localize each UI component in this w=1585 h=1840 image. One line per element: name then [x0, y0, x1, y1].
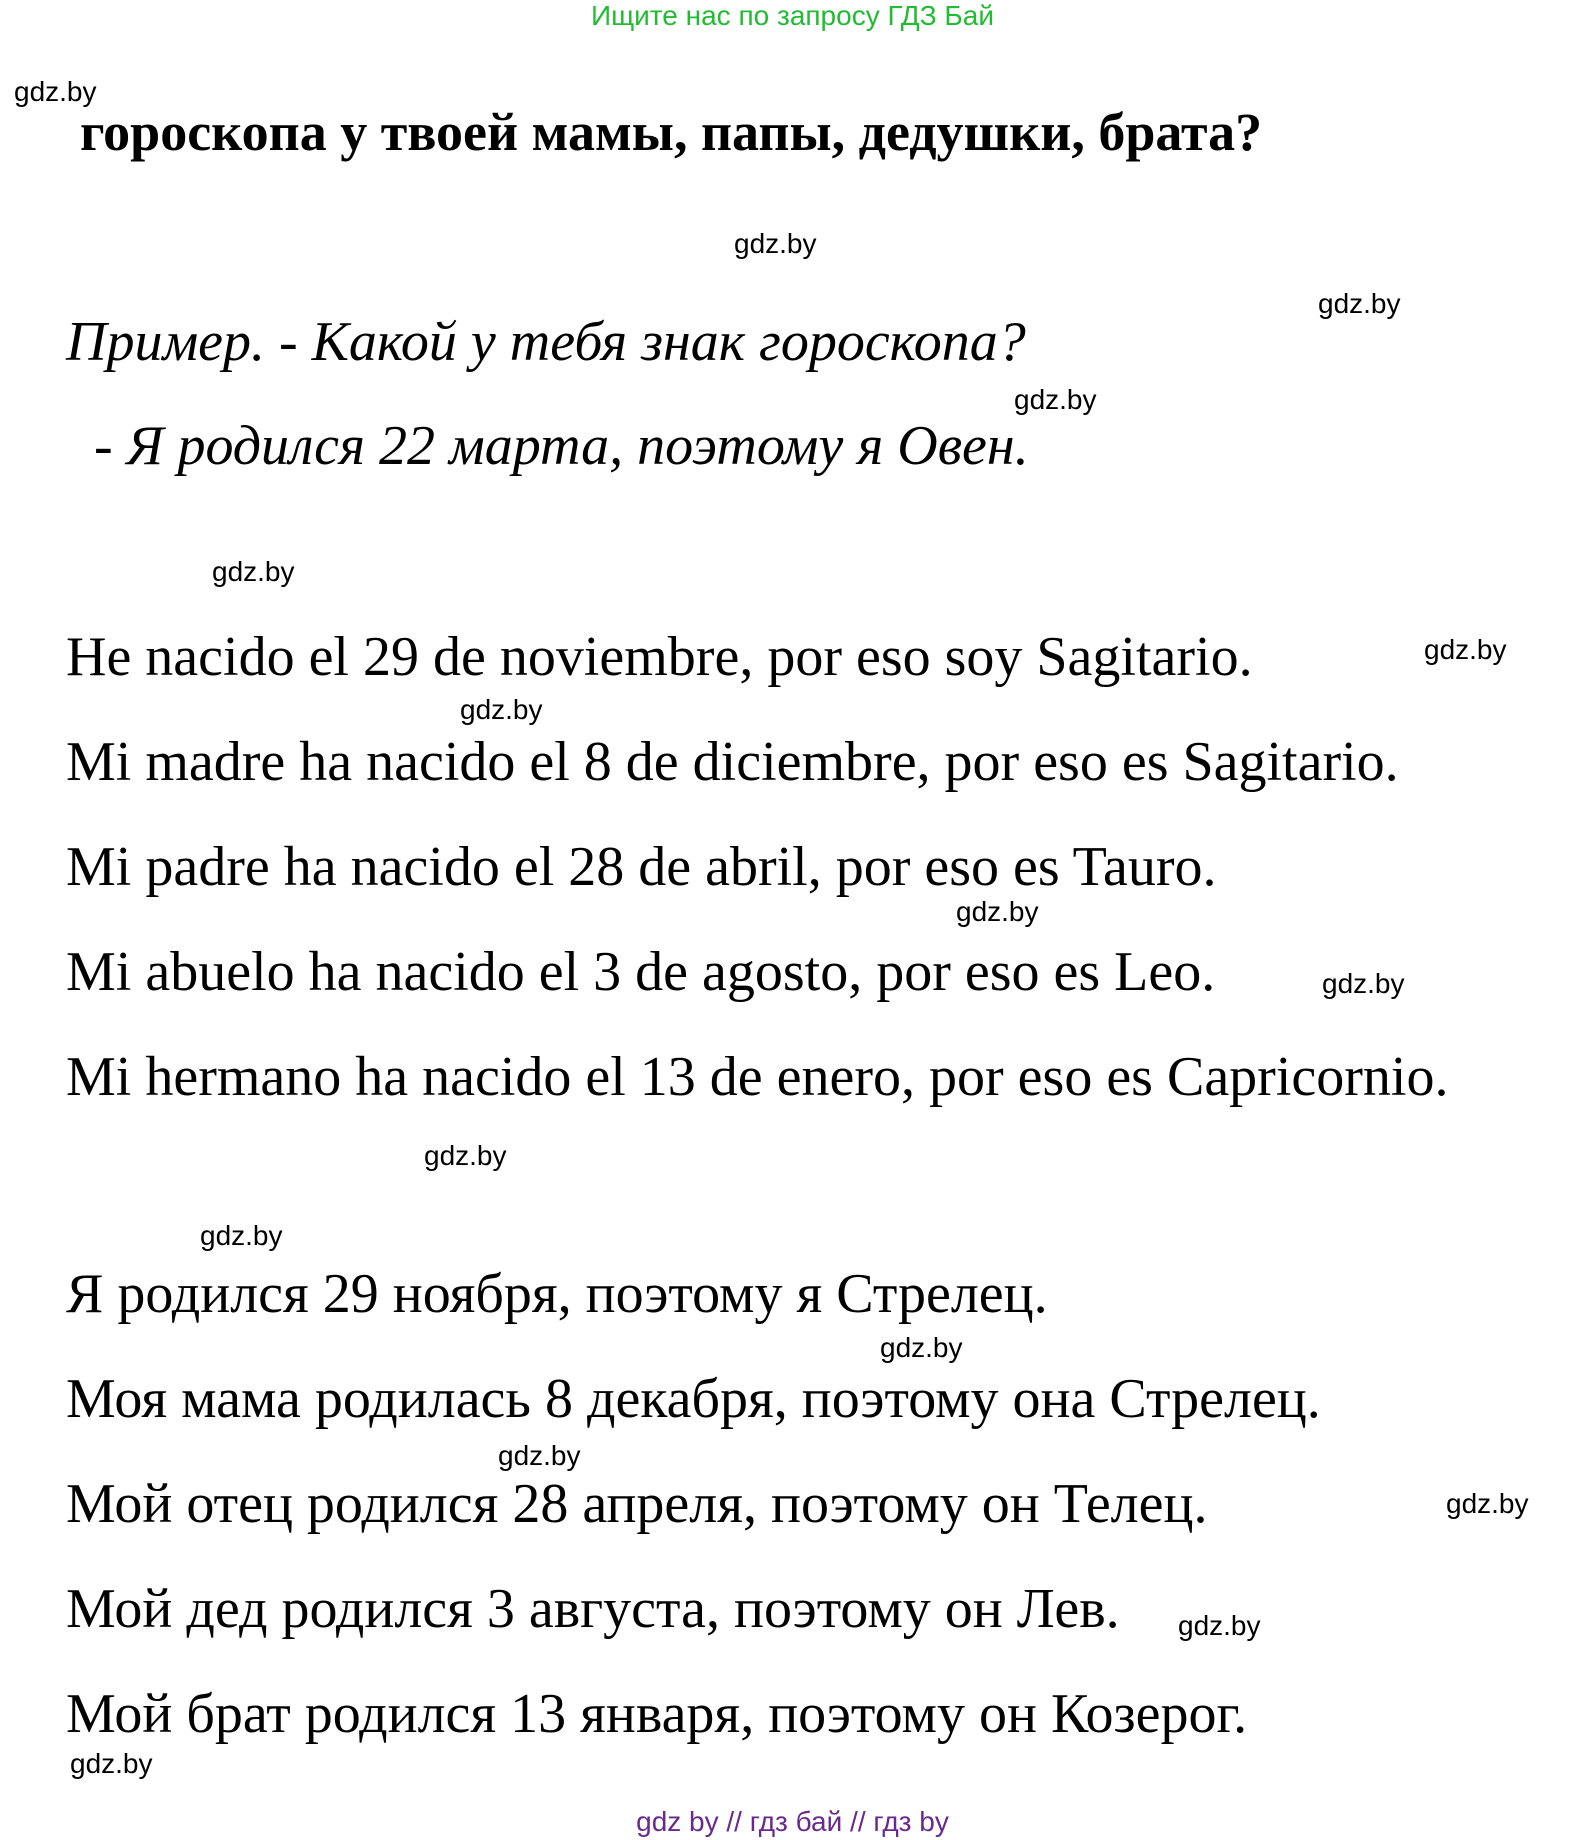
top-banner[interactable]: Ищите нас по запросу ГДЗ Бай	[590, 0, 995, 31]
watermark: gdz.by	[14, 76, 97, 107]
watermark: gdz.by	[200, 1220, 283, 1251]
example-answer: - Я родился 22 марта, поэтому я Овен.	[94, 415, 1029, 477]
spanish-line-grandfather: Mi abuelo ha nacido el 3 de agosto, por eso es Leo.	[66, 941, 1216, 1003]
spanish-line-mother: Mi madre ha nacido el 8 de diciembre, por eso es Sagitario.	[66, 731, 1399, 793]
watermark: gdz.by	[424, 1140, 507, 1171]
watermark: gdz.by	[460, 694, 543, 725]
watermark: gdz.by	[956, 896, 1039, 927]
watermark: gdz.by	[1446, 1488, 1529, 1519]
watermark: gdz.by	[1178, 1610, 1261, 1641]
watermark: gdz.by	[70, 1748, 153, 1779]
footer-links[interactable]: gdz by // гдз бай // гдз by	[636, 1806, 949, 1837]
watermark: gdz.by	[1014, 384, 1097, 415]
watermark: gdz.by	[880, 1332, 963, 1363]
example-question: Пример. - Какой у тебя знак гороскопа?	[66, 311, 1026, 373]
watermark: gdz.by	[498, 1440, 581, 1471]
russian-line-brother: Мой брат родился 13 января, поэтому он Козерог.	[66, 1683, 1248, 1745]
russian-line-grandfather: Мой дед родился 3 августа, поэтому он Лев.	[66, 1578, 1120, 1640]
watermark: gdz.by	[212, 556, 295, 587]
russian-line-father: Мой отец родился 28 апреля, поэтому он Телец.	[66, 1473, 1208, 1535]
spanish-line-father: Mi padre ha nacido el 28 de abril, por eso es Tauro.	[66, 836, 1217, 898]
watermark: gdz.by	[1318, 288, 1401, 319]
watermark: gdz.by	[1322, 968, 1405, 999]
watermark: gdz.by	[1424, 634, 1507, 665]
russian-line-mother: Моя мама родилась 8 декабря, поэтому она Стрелец.	[66, 1368, 1321, 1430]
russian-line-me: Я родился 29 ноября, поэтому я Стрелец.	[66, 1263, 1048, 1325]
spanish-line-brother: Mi hermano ha nacido el 13 de enero, por eso es Capricornio.	[66, 1046, 1449, 1108]
watermark: gdz.by	[734, 228, 817, 259]
exercise-heading: гороскопа у твоей мамы, папы, дедушки, брата?	[80, 102, 1263, 162]
spanish-line-me: He nacido el 29 de noviembre, por eso soy Sagitario.	[66, 626, 1253, 688]
